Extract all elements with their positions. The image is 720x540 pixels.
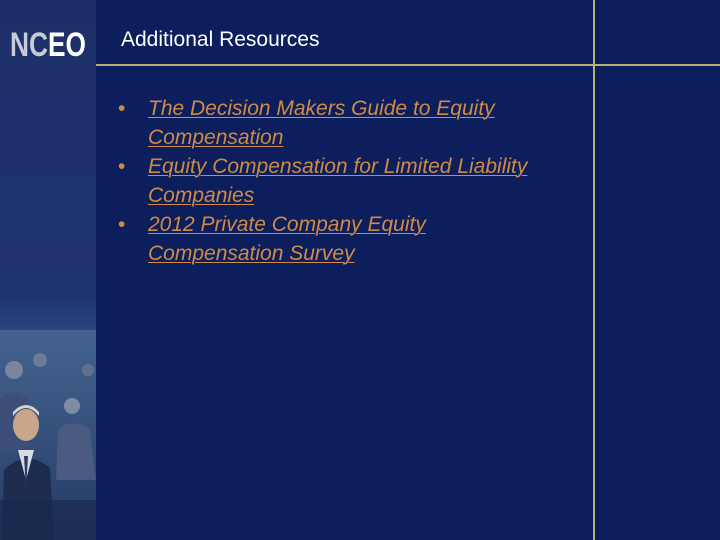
vertical-divider xyxy=(593,0,595,540)
list-item xyxy=(118,152,558,210)
title-divider xyxy=(96,64,720,66)
slide-title: Additional Resources xyxy=(121,28,320,51)
list-item xyxy=(118,94,558,152)
bullet-icon: • xyxy=(118,213,126,236)
resource-link-2012-survey[interactable]: 2012 Private Company Equity Compensation Survey xyxy=(148,213,426,265)
list-item xyxy=(118,210,558,268)
resource-link-llc-equity-compensation[interactable]: Equity Compensation for Limited Liability Companies xyxy=(148,155,528,207)
resource-list xyxy=(118,94,558,268)
nceo-logo xyxy=(10,22,88,62)
logo-text-nc: NC xyxy=(10,26,48,64)
left-sidebar xyxy=(0,0,96,540)
bullet-icon: • xyxy=(118,97,126,120)
audience-photo xyxy=(0,330,96,540)
resource-link-decision-makers-guide[interactable]: The Decision Makers Guide to Equity Compensation xyxy=(148,97,495,149)
bullet-icon: • xyxy=(118,155,126,178)
logo-text-eo: EO xyxy=(48,26,86,64)
